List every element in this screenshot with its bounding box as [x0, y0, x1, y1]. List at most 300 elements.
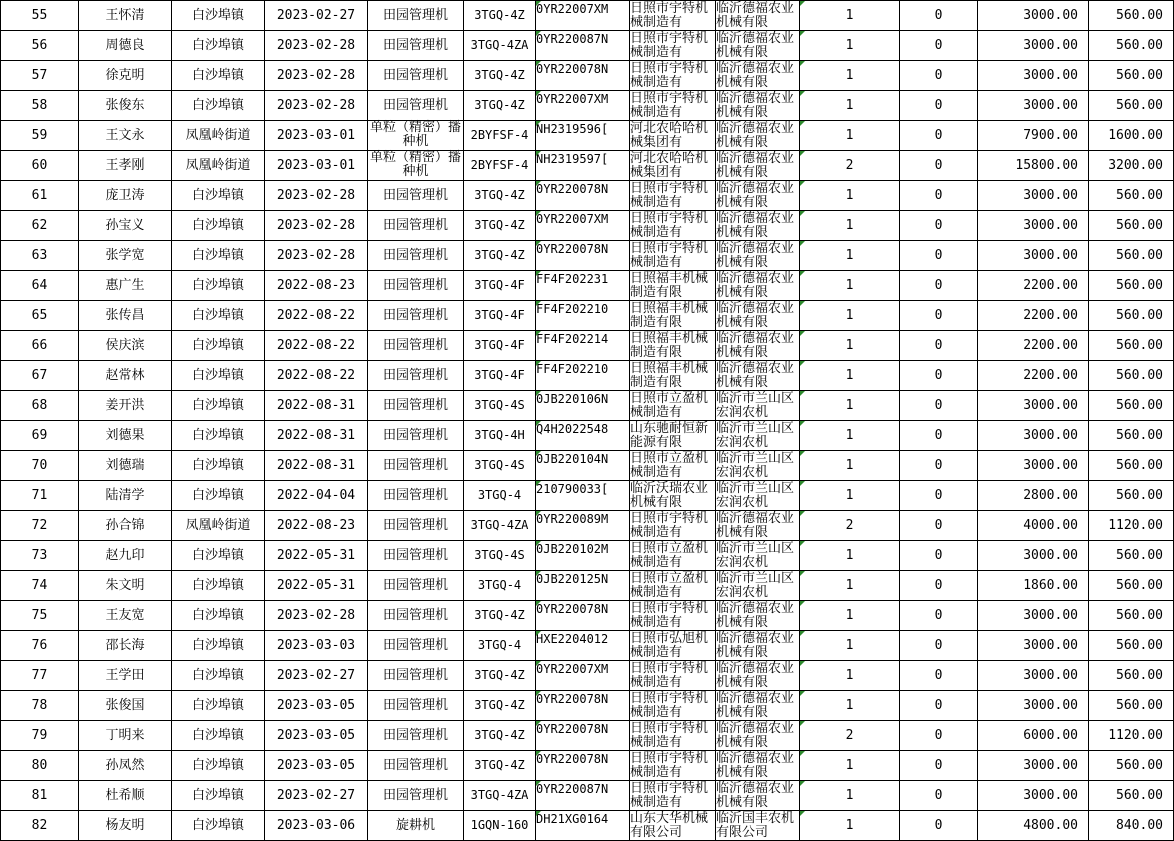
cell-name[interactable]: 侯庆滨	[79, 331, 172, 361]
cell-date[interactable]: 2023-02-28	[265, 181, 368, 211]
cell-name[interactable]: 徐克明	[79, 61, 172, 91]
cell-manufacturer[interactable]	[630, 121, 716, 151]
cell-zero[interactable]: 0	[900, 691, 978, 721]
cell-price[interactable]: 15800.00	[978, 151, 1089, 181]
cell-date[interactable]: 2023-03-05	[265, 721, 368, 751]
cell-model[interactable]: 3TGQ-4S	[464, 451, 536, 481]
cell-manufacturer[interactable]	[630, 601, 716, 631]
cell-zero[interactable]: 0	[900, 601, 978, 631]
cell-date[interactable]: 2022-05-31	[265, 571, 368, 601]
cell-machine-type[interactable]: 田园管理机	[368, 721, 464, 751]
cell-machine-type[interactable]: 田园管理机	[368, 181, 464, 211]
cell-date[interactable]: 2023-02-27	[265, 781, 368, 811]
cell-serial[interactable]	[536, 451, 630, 481]
cell-subsidy[interactable]: 560.00	[1089, 751, 1174, 781]
cell-dealer[interactable]	[716, 1, 800, 31]
cell-price[interactable]: 3000.00	[978, 241, 1089, 271]
cell-serial[interactable]	[536, 1, 630, 31]
cell-quantity[interactable]: 1	[800, 751, 900, 781]
cell-manufacturer[interactable]	[630, 691, 716, 721]
cell-subsidy[interactable]: 560.00	[1089, 601, 1174, 631]
cell-manufacturer[interactable]	[630, 241, 716, 271]
cell-dealer[interactable]	[716, 421, 800, 451]
cell-quantity[interactable]: 1	[800, 31, 900, 61]
cell-machine-type[interactable]: 旋耕机	[368, 811, 464, 841]
cell-town[interactable]: 白沙埠镇	[172, 91, 265, 121]
cell-machine-type[interactable]: 田园管理机	[368, 361, 464, 391]
cell-subsidy[interactable]: 1120.00	[1089, 721, 1174, 751]
cell-town[interactable]: 白沙埠镇	[172, 211, 265, 241]
cell-date[interactable]: 2022-08-31	[265, 391, 368, 421]
cell-index[interactable]: 66	[1, 331, 79, 361]
cell-machine-type[interactable]: 田园管理机	[368, 301, 464, 331]
cell-manufacturer[interactable]	[630, 61, 716, 91]
cell-town[interactable]: 白沙埠镇	[172, 481, 265, 511]
cell-town[interactable]: 凤凰岭街道	[172, 511, 265, 541]
cell-name[interactable]: 周德良	[79, 31, 172, 61]
cell-subsidy[interactable]: 1120.00	[1089, 511, 1174, 541]
cell-machine-type[interactable]: 田园管理机	[368, 31, 464, 61]
cell-subsidy[interactable]: 560.00	[1089, 391, 1174, 421]
cell-model[interactable]: 3TGQ-4ZA	[464, 781, 536, 811]
cell-date[interactable]: 2022-05-31	[265, 541, 368, 571]
cell-index[interactable]: 78	[1, 691, 79, 721]
cell-serial[interactable]	[536, 481, 630, 511]
cell-subsidy[interactable]: 1600.00	[1089, 121, 1174, 151]
cell-name[interactable]: 张俊国	[79, 691, 172, 721]
cell-model[interactable]: 3TGQ-4ZA	[464, 31, 536, 61]
cell-machine-type[interactable]: 田园管理机	[368, 391, 464, 421]
cell-index[interactable]: 57	[1, 61, 79, 91]
cell-serial[interactable]	[536, 811, 630, 841]
cell-subsidy[interactable]: 3200.00	[1089, 151, 1174, 181]
cell-price[interactable]: 3000.00	[978, 751, 1089, 781]
cell-quantity[interactable]: 1	[800, 181, 900, 211]
cell-serial[interactable]	[536, 391, 630, 421]
cell-dealer[interactable]	[716, 631, 800, 661]
cell-model[interactable]: 3TGQ-4Z	[464, 691, 536, 721]
cell-date[interactable]: 2022-04-04	[265, 481, 368, 511]
cell-subsidy[interactable]: 560.00	[1089, 61, 1174, 91]
cell-price[interactable]: 3000.00	[978, 31, 1089, 61]
cell-town[interactable]: 白沙埠镇	[172, 331, 265, 361]
cell-serial[interactable]	[536, 91, 630, 121]
cell-name[interactable]: 庞卫涛	[79, 181, 172, 211]
cell-name[interactable]: 刘德果	[79, 421, 172, 451]
cell-dealer[interactable]	[716, 781, 800, 811]
cell-index[interactable]: 75	[1, 601, 79, 631]
cell-price[interactable]: 3000.00	[978, 61, 1089, 91]
cell-machine-type[interactable]: 田园管理机	[368, 61, 464, 91]
cell-machine-type[interactable]: 田园管理机	[368, 631, 464, 661]
cell-town[interactable]: 凤凰岭街道	[172, 151, 265, 181]
cell-model[interactable]: 3TGQ-4Z	[464, 211, 536, 241]
cell-subsidy[interactable]: 560.00	[1089, 571, 1174, 601]
cell-subsidy[interactable]: 560.00	[1089, 331, 1174, 361]
cell-quantity[interactable]: 1	[800, 541, 900, 571]
cell-serial[interactable]	[536, 691, 630, 721]
cell-machine-type[interactable]: 田园管理机	[368, 661, 464, 691]
cell-price[interactable]: 4800.00	[978, 811, 1089, 841]
cell-price[interactable]: 2200.00	[978, 361, 1089, 391]
cell-manufacturer[interactable]	[630, 211, 716, 241]
cell-price[interactable]: 2200.00	[978, 301, 1089, 331]
cell-model[interactable]: 3TGQ-4Z	[464, 751, 536, 781]
cell-index[interactable]: 79	[1, 721, 79, 751]
cell-manufacturer[interactable]	[630, 421, 716, 451]
cell-manufacturer[interactable]	[630, 151, 716, 181]
cell-subsidy[interactable]: 560.00	[1089, 451, 1174, 481]
cell-name[interactable]: 杨友明	[79, 811, 172, 841]
cell-subsidy[interactable]: 560.00	[1089, 211, 1174, 241]
cell-quantity[interactable]: 1	[800, 91, 900, 121]
cell-price[interactable]: 3000.00	[978, 91, 1089, 121]
cell-manufacturer[interactable]	[630, 31, 716, 61]
cell-name[interactable]: 王学田	[79, 661, 172, 691]
cell-index[interactable]: 74	[1, 571, 79, 601]
cell-index[interactable]: 81	[1, 781, 79, 811]
cell-town[interactable]: 白沙埠镇	[172, 781, 265, 811]
cell-manufacturer[interactable]	[630, 361, 716, 391]
cell-zero[interactable]: 0	[900, 451, 978, 481]
cell-model[interactable]: 3TGQ-4Z	[464, 601, 536, 631]
cell-zero[interactable]: 0	[900, 541, 978, 571]
cell-machine-type[interactable]: 田园管理机	[368, 571, 464, 601]
cell-model[interactable]: 3TGQ-4Z	[464, 181, 536, 211]
cell-serial[interactable]	[536, 181, 630, 211]
cell-town[interactable]: 白沙埠镇	[172, 571, 265, 601]
cell-model[interactable]: 3TGQ-4F	[464, 301, 536, 331]
cell-dealer[interactable]	[716, 721, 800, 751]
cell-model[interactable]: 3TGQ-4H	[464, 421, 536, 451]
cell-quantity[interactable]: 2	[800, 151, 900, 181]
cell-subsidy[interactable]: 560.00	[1089, 631, 1174, 661]
cell-machine-type[interactable]: 田园管理机	[368, 271, 464, 301]
cell-index[interactable]: 70	[1, 451, 79, 481]
cell-price[interactable]: 3000.00	[978, 541, 1089, 571]
cell-subsidy[interactable]: 560.00	[1089, 481, 1174, 511]
cell-name[interactable]: 丁明来	[79, 721, 172, 751]
cell-quantity[interactable]: 1	[800, 781, 900, 811]
cell-name[interactable]: 张俊东	[79, 91, 172, 121]
cell-model[interactable]: 3TGQ-4F	[464, 331, 536, 361]
cell-quantity[interactable]: 1	[800, 391, 900, 421]
cell-model[interactable]: 2BYFSF-4	[464, 151, 536, 181]
cell-town[interactable]: 凤凰岭街道	[172, 121, 265, 151]
cell-dealer[interactable]	[716, 601, 800, 631]
cell-town[interactable]: 白沙埠镇	[172, 751, 265, 781]
cell-index[interactable]: 76	[1, 631, 79, 661]
cell-subsidy[interactable]: 560.00	[1089, 31, 1174, 61]
cell-serial[interactable]	[536, 301, 630, 331]
cell-machine-type[interactable]: 田园管理机	[368, 1, 464, 31]
cell-zero[interactable]: 0	[900, 151, 978, 181]
cell-dealer[interactable]	[716, 751, 800, 781]
cell-date[interactable]: 2023-03-01	[265, 151, 368, 181]
cell-model[interactable]: 2BYFSF-4	[464, 121, 536, 151]
cell-index[interactable]: 67	[1, 361, 79, 391]
cell-zero[interactable]: 0	[900, 751, 978, 781]
cell-price[interactable]: 6000.00	[978, 721, 1089, 751]
cell-manufacturer[interactable]	[630, 1, 716, 31]
cell-index[interactable]: 61	[1, 181, 79, 211]
cell-manufacturer[interactable]	[630, 781, 716, 811]
cell-manufacturer[interactable]	[630, 331, 716, 361]
cell-town[interactable]: 白沙埠镇	[172, 451, 265, 481]
cell-date[interactable]: 2023-03-05	[265, 751, 368, 781]
cell-subsidy[interactable]: 560.00	[1089, 421, 1174, 451]
cell-serial[interactable]	[536, 31, 630, 61]
cell-index[interactable]: 69	[1, 421, 79, 451]
cell-manufacturer[interactable]	[630, 751, 716, 781]
cell-name[interactable]: 王友宽	[79, 601, 172, 631]
cell-zero[interactable]: 0	[900, 661, 978, 691]
cell-serial[interactable]	[536, 781, 630, 811]
cell-model[interactable]: 3TGQ-4Z	[464, 1, 536, 31]
cell-serial[interactable]	[536, 511, 630, 541]
cell-quantity[interactable]: 1	[800, 271, 900, 301]
cell-town[interactable]: 白沙埠镇	[172, 241, 265, 271]
cell-name[interactable]: 邵长海	[79, 631, 172, 661]
cell-price[interactable]: 3000.00	[978, 211, 1089, 241]
cell-manufacturer[interactable]	[630, 181, 716, 211]
cell-subsidy[interactable]: 560.00	[1089, 661, 1174, 691]
cell-manufacturer[interactable]	[630, 661, 716, 691]
cell-date[interactable]: 2023-02-28	[265, 211, 368, 241]
cell-machine-type[interactable]: 田园管理机	[368, 421, 464, 451]
cell-price[interactable]: 3000.00	[978, 661, 1089, 691]
cell-town[interactable]: 白沙埠镇	[172, 631, 265, 661]
cell-dealer[interactable]	[716, 541, 800, 571]
cell-serial[interactable]	[536, 721, 630, 751]
cell-model[interactable]: 1GQN-160	[464, 811, 536, 841]
cell-name[interactable]: 孙凤然	[79, 751, 172, 781]
cell-subsidy[interactable]: 560.00	[1089, 541, 1174, 571]
cell-manufacturer[interactable]	[630, 721, 716, 751]
cell-dealer[interactable]	[716, 661, 800, 691]
cell-machine-type[interactable]: 田园管理机	[368, 211, 464, 241]
cell-quantity[interactable]: 1	[800, 571, 900, 601]
cell-date[interactable]: 2023-02-28	[265, 91, 368, 121]
cell-index[interactable]: 82	[1, 811, 79, 841]
cell-quantity[interactable]: 1	[800, 421, 900, 451]
cell-model[interactable]: 3TGQ-4	[464, 571, 536, 601]
cell-machine-type[interactable]: 田园管理机	[368, 331, 464, 361]
cell-dealer[interactable]	[716, 451, 800, 481]
cell-zero[interactable]: 0	[900, 481, 978, 511]
cell-zero[interactable]: 0	[900, 571, 978, 601]
cell-machine-type[interactable]: 田园管理机	[368, 481, 464, 511]
cell-index[interactable]: 71	[1, 481, 79, 511]
cell-model[interactable]: 3TGQ-4Z	[464, 61, 536, 91]
cell-index[interactable]: 63	[1, 241, 79, 271]
cell-price[interactable]: 2200.00	[978, 271, 1089, 301]
cell-model[interactable]: 3TGQ-4S	[464, 541, 536, 571]
cell-date[interactable]: 2023-03-01	[265, 121, 368, 151]
cell-date[interactable]: 2022-08-22	[265, 301, 368, 331]
cell-zero[interactable]: 0	[900, 631, 978, 661]
cell-model[interactable]: 3TGQ-4	[464, 631, 536, 661]
cell-manufacturer[interactable]	[630, 451, 716, 481]
cell-dealer[interactable]	[716, 811, 800, 841]
cell-dealer[interactable]	[716, 151, 800, 181]
cell-date[interactable]: 2023-02-28	[265, 61, 368, 91]
cell-price[interactable]: 3000.00	[978, 631, 1089, 661]
cell-zero[interactable]: 0	[900, 211, 978, 241]
cell-index[interactable]: 59	[1, 121, 79, 151]
cell-dealer[interactable]	[716, 331, 800, 361]
cell-name[interactable]: 张传昌	[79, 301, 172, 331]
cell-zero[interactable]: 0	[900, 271, 978, 301]
cell-machine-type[interactable]: 田园管理机	[368, 241, 464, 271]
cell-dealer[interactable]	[716, 571, 800, 601]
cell-subsidy[interactable]: 560.00	[1089, 91, 1174, 121]
cell-subsidy[interactable]: 560.00	[1089, 301, 1174, 331]
cell-town[interactable]: 白沙埠镇	[172, 61, 265, 91]
cell-name[interactable]: 赵常林	[79, 361, 172, 391]
cell-dealer[interactable]	[716, 31, 800, 61]
cell-price[interactable]: 3000.00	[978, 391, 1089, 421]
cell-machine-type[interactable]: 田园管理机	[368, 781, 464, 811]
cell-dealer[interactable]	[716, 481, 800, 511]
cell-price[interactable]: 3000.00	[978, 1, 1089, 31]
cell-index[interactable]: 73	[1, 541, 79, 571]
cell-quantity[interactable]: 1	[800, 631, 900, 661]
cell-price[interactable]: 4000.00	[978, 511, 1089, 541]
cell-zero[interactable]: 0	[900, 61, 978, 91]
cell-dealer[interactable]	[716, 241, 800, 271]
cell-dealer[interactable]	[716, 511, 800, 541]
cell-quantity[interactable]: 2	[800, 511, 900, 541]
cell-index[interactable]: 56	[1, 31, 79, 61]
cell-zero[interactable]: 0	[900, 421, 978, 451]
cell-zero[interactable]: 0	[900, 241, 978, 271]
cell-model[interactable]: 3TGQ-4S	[464, 391, 536, 421]
cell-name[interactable]: 王文永	[79, 121, 172, 151]
cell-date[interactable]: 2023-02-28	[265, 31, 368, 61]
cell-date[interactable]: 2023-02-28	[265, 241, 368, 271]
cell-town[interactable]: 白沙埠镇	[172, 421, 265, 451]
cell-date[interactable]: 2022-08-22	[265, 331, 368, 361]
cell-date[interactable]: 2023-03-06	[265, 811, 368, 841]
cell-dealer[interactable]	[716, 61, 800, 91]
cell-manufacturer[interactable]	[630, 631, 716, 661]
cell-model[interactable]: 3TGQ-4F	[464, 361, 536, 391]
cell-date[interactable]: 2023-03-03	[265, 631, 368, 661]
cell-date[interactable]: 2022-08-31	[265, 421, 368, 451]
cell-serial[interactable]	[536, 361, 630, 391]
cell-model[interactable]: 3TGQ-4ZA	[464, 511, 536, 541]
cell-town[interactable]: 白沙埠镇	[172, 541, 265, 571]
cell-serial[interactable]	[536, 241, 630, 271]
cell-date[interactable]: 2022-08-31	[265, 451, 368, 481]
cell-price[interactable]: 3000.00	[978, 421, 1089, 451]
cell-quantity[interactable]: 1	[800, 331, 900, 361]
cell-name[interactable]: 姜开洪	[79, 391, 172, 421]
cell-town[interactable]: 白沙埠镇	[172, 691, 265, 721]
cell-manufacturer[interactable]	[630, 511, 716, 541]
cell-manufacturer[interactable]	[630, 571, 716, 601]
cell-index[interactable]: 77	[1, 661, 79, 691]
cell-quantity[interactable]: 1	[800, 121, 900, 151]
cell-subsidy[interactable]: 560.00	[1089, 271, 1174, 301]
cell-price[interactable]: 3000.00	[978, 601, 1089, 631]
cell-town[interactable]: 白沙埠镇	[172, 181, 265, 211]
cell-date[interactable]: 2023-02-27	[265, 661, 368, 691]
cell-zero[interactable]: 0	[900, 31, 978, 61]
cell-name[interactable]: 朱文明	[79, 571, 172, 601]
cell-zero[interactable]: 0	[900, 391, 978, 421]
cell-serial[interactable]	[536, 121, 630, 151]
cell-town[interactable]: 白沙埠镇	[172, 361, 265, 391]
cell-machine-type[interactable]: 田园管理机	[368, 601, 464, 631]
cell-quantity[interactable]: 1	[800, 451, 900, 481]
cell-serial[interactable]	[536, 631, 630, 661]
cell-name[interactable]: 惠广生	[79, 271, 172, 301]
cell-date[interactable]: 2023-02-28	[265, 601, 368, 631]
cell-index[interactable]: 62	[1, 211, 79, 241]
cell-zero[interactable]: 0	[900, 331, 978, 361]
cell-manufacturer[interactable]	[630, 391, 716, 421]
cell-name[interactable]: 王怀清	[79, 1, 172, 31]
cell-zero[interactable]: 0	[900, 361, 978, 391]
cell-dealer[interactable]	[716, 91, 800, 121]
cell-name[interactable]: 孙合锦	[79, 511, 172, 541]
cell-quantity[interactable]: 1	[800, 1, 900, 31]
cell-serial[interactable]	[536, 571, 630, 601]
cell-quantity[interactable]: 1	[800, 211, 900, 241]
cell-town[interactable]: 白沙埠镇	[172, 31, 265, 61]
cell-manufacturer[interactable]	[630, 301, 716, 331]
cell-dealer[interactable]	[716, 301, 800, 331]
cell-name[interactable]: 王孝刚	[79, 151, 172, 181]
cell-dealer[interactable]	[716, 271, 800, 301]
cell-index[interactable]: 72	[1, 511, 79, 541]
cell-serial[interactable]	[536, 541, 630, 571]
cell-date[interactable]: 2023-02-27	[265, 1, 368, 31]
cell-model[interactable]: 3TGQ-4	[464, 481, 536, 511]
cell-zero[interactable]: 0	[900, 1, 978, 31]
cell-index[interactable]: 60	[1, 151, 79, 181]
cell-zero[interactable]: 0	[900, 511, 978, 541]
cell-serial[interactable]	[536, 151, 630, 181]
cell-manufacturer[interactable]	[630, 91, 716, 121]
cell-model[interactable]: 3TGQ-4Z	[464, 721, 536, 751]
cell-zero[interactable]: 0	[900, 181, 978, 211]
cell-serial[interactable]	[536, 601, 630, 631]
cell-machine-type[interactable]: 田园管理机	[368, 451, 464, 481]
cell-price[interactable]: 3000.00	[978, 691, 1089, 721]
cell-price[interactable]: 2800.00	[978, 481, 1089, 511]
cell-town[interactable]: 白沙埠镇	[172, 391, 265, 421]
cell-name[interactable]: 赵九印	[79, 541, 172, 571]
cell-price[interactable]: 2200.00	[978, 331, 1089, 361]
cell-index[interactable]: 68	[1, 391, 79, 421]
cell-quantity[interactable]: 1	[800, 661, 900, 691]
cell-town[interactable]: 白沙埠镇	[172, 271, 265, 301]
cell-index[interactable]: 64	[1, 271, 79, 301]
cell-subsidy[interactable]: 840.00	[1089, 811, 1174, 841]
cell-quantity[interactable]: 1	[800, 811, 900, 841]
cell-quantity[interactable]: 1	[800, 691, 900, 721]
cell-zero[interactable]: 0	[900, 811, 978, 841]
cell-manufacturer[interactable]	[630, 541, 716, 571]
cell-machine-type[interactable]: 单粒（精密）播种机	[368, 151, 464, 181]
cell-model[interactable]: 3TGQ-4F	[464, 271, 536, 301]
cell-machine-type[interactable]: 田园管理机	[368, 691, 464, 721]
cell-model[interactable]: 3TGQ-4Z	[464, 661, 536, 691]
cell-serial[interactable]	[536, 61, 630, 91]
